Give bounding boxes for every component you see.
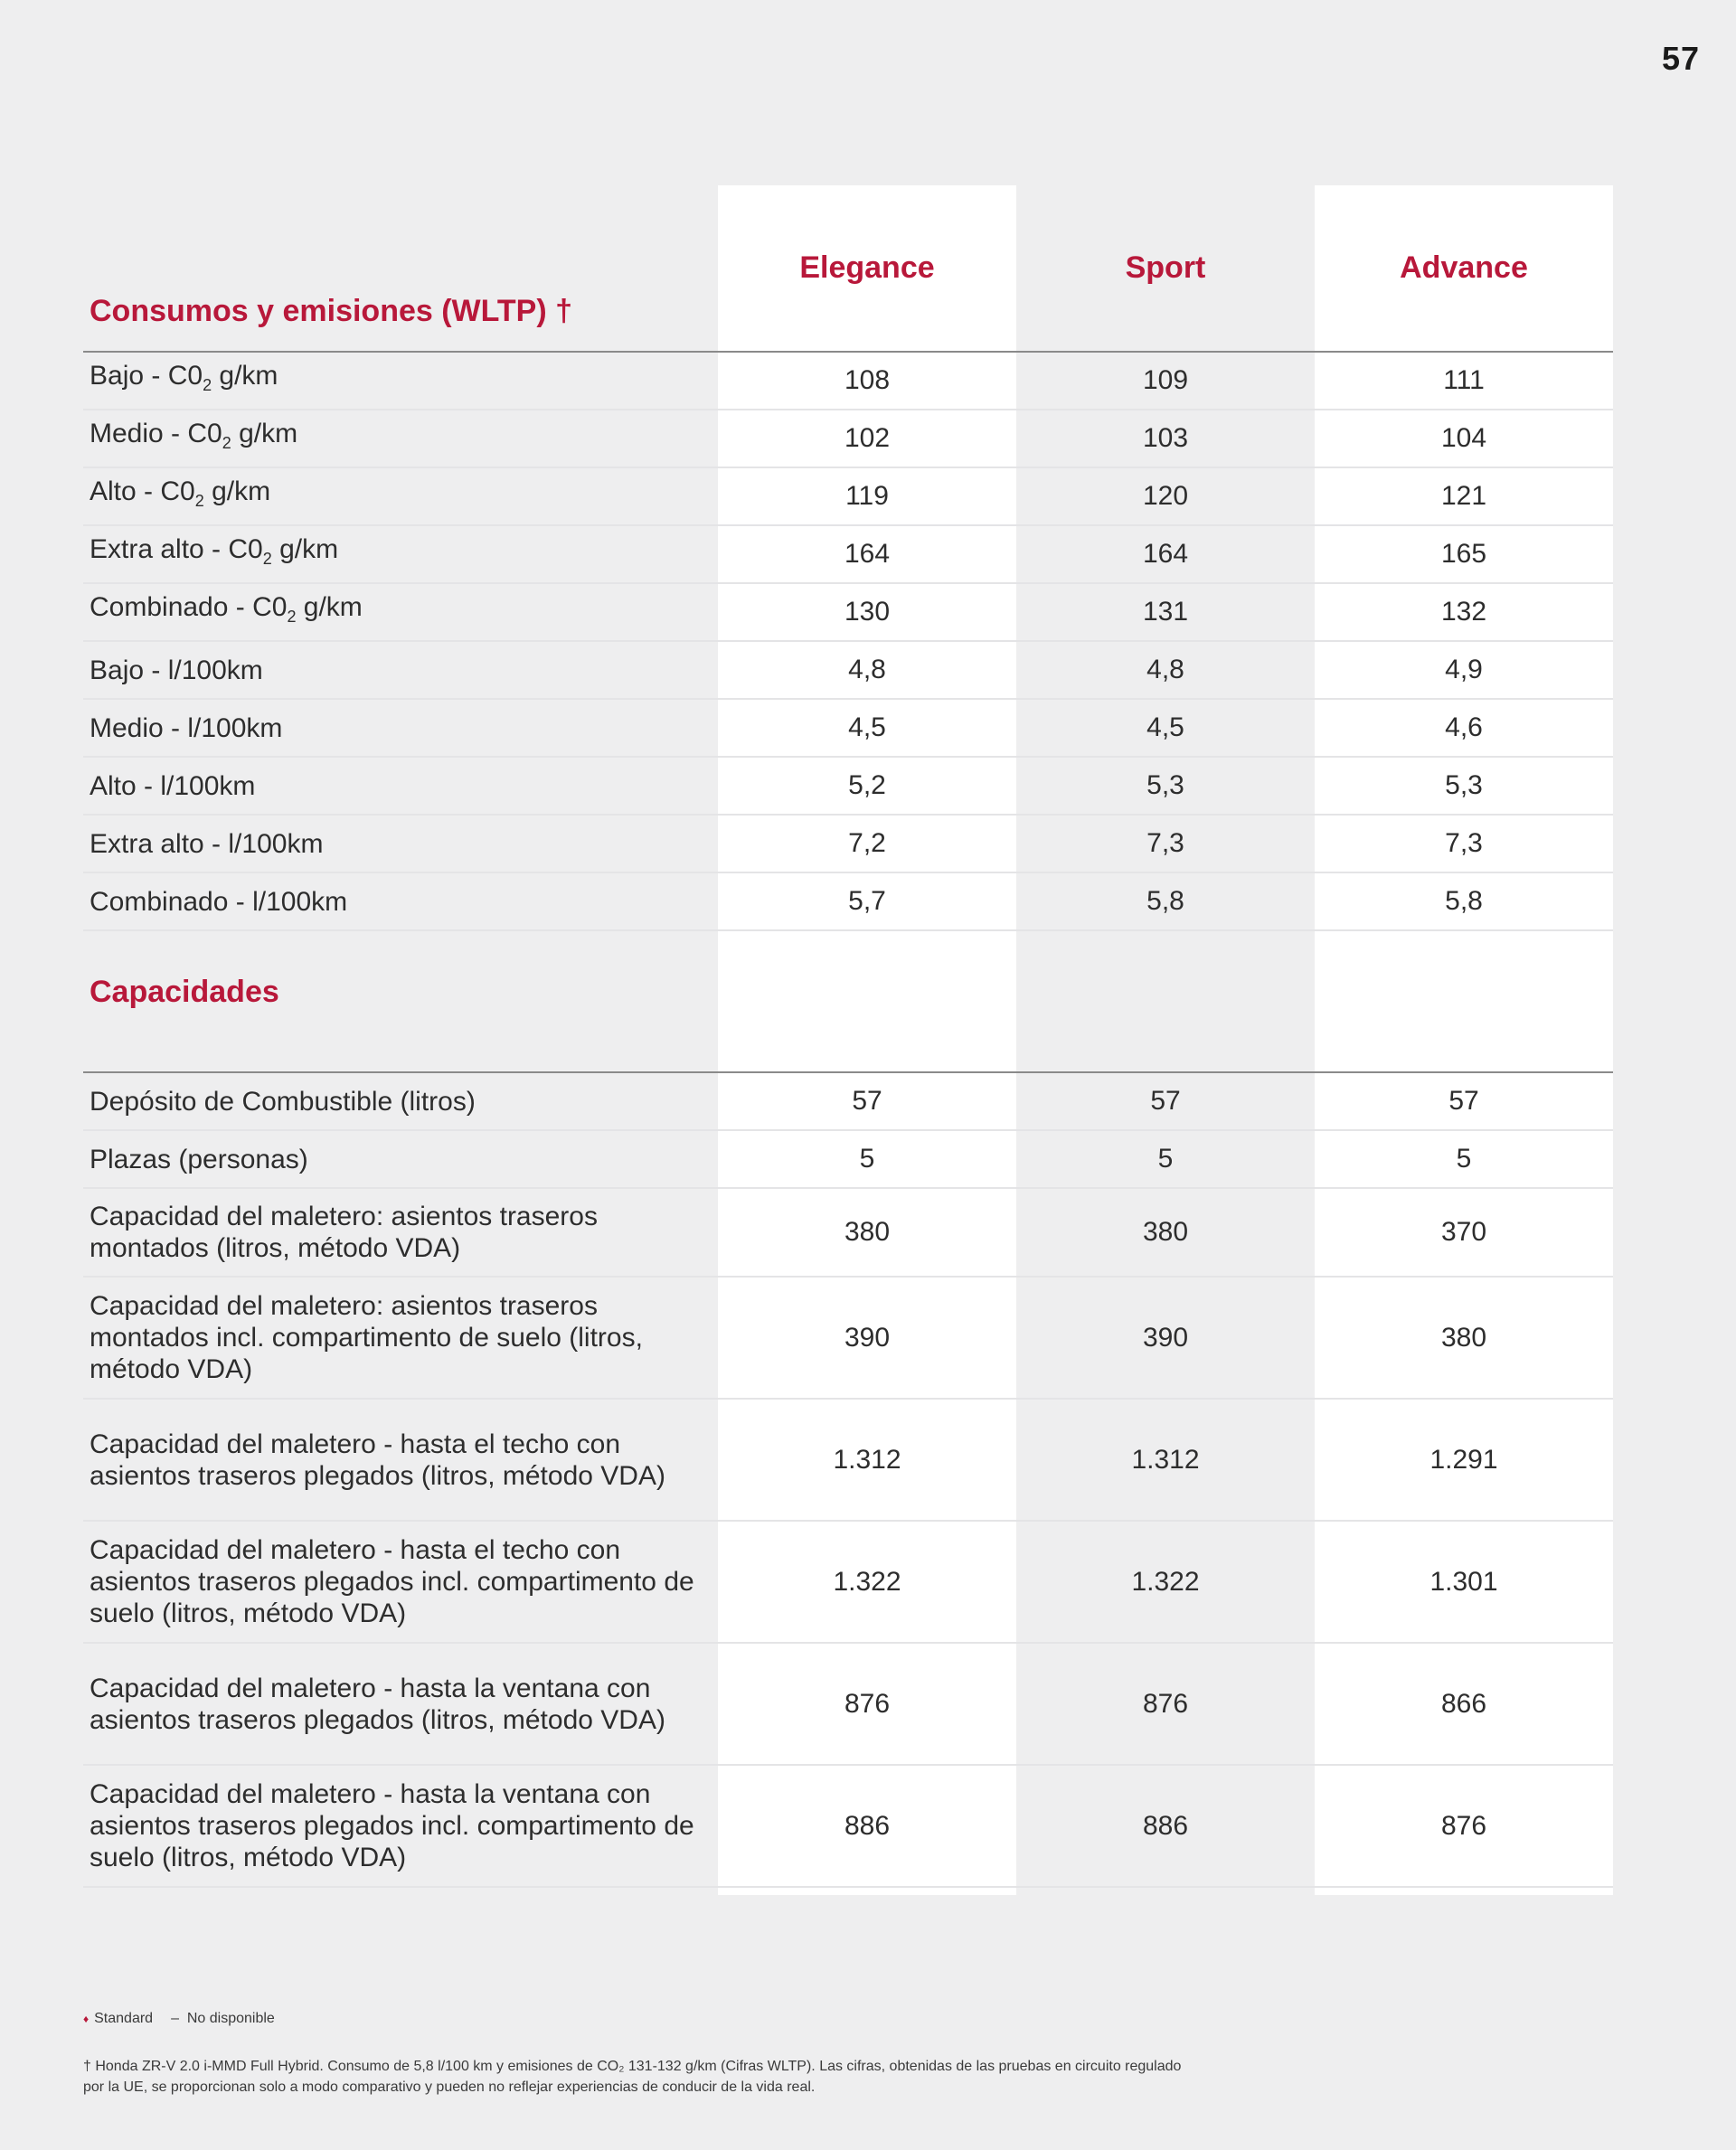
legend — [83, 2011, 275, 2027]
value-advance: 1.301 — [1429, 1566, 1498, 1597]
value-elegance: 102 — [844, 423, 891, 453]
value-elegance: 5,2 — [848, 770, 886, 800]
value-sport: 1.322 — [1131, 1566, 1200, 1597]
legend-not-available: – No disponible — [171, 2011, 275, 2026]
value-advance: 1.291 — [1429, 1444, 1498, 1475]
value-sport: 380 — [1142, 1217, 1189, 1247]
table-row — [83, 1522, 1613, 1644]
value-elegance: 886 — [844, 1810, 891, 1841]
value-elegance: 380 — [844, 1217, 891, 1247]
table-row — [83, 700, 1613, 758]
table-header — [83, 185, 1613, 351]
table-row — [83, 1073, 1613, 1131]
trim-header-advance: Advance — [1400, 250, 1528, 285]
row-label: Alto - $C0_2$ g/km — [90, 476, 271, 510]
capacities-rows — [83, 1073, 1613, 1888]
value-sport: 57 — [1150, 1086, 1181, 1116]
value-sport: 164 — [1142, 539, 1189, 569]
table-row — [83, 526, 1613, 584]
table-row — [83, 1644, 1613, 1766]
value-elegance: 7,2 — [848, 828, 886, 858]
value-sport: 4,8 — [1146, 655, 1184, 684]
value-sport: 876 — [1142, 1688, 1189, 1719]
table-row — [83, 1278, 1613, 1400]
value-advance: 132 — [1440, 597, 1487, 627]
value-advance: 7,3 — [1445, 828, 1483, 858]
row-label: Capacidad del maletero - hasta la ventana con asientos traseros plegados incl. compartimento de suelo (litros, método VDA) — [90, 1779, 694, 1872]
value-advance: 5 — [1456, 1144, 1472, 1174]
table-row — [83, 1131, 1613, 1189]
value-sport: 7,3 — [1146, 828, 1184, 858]
table-row — [83, 353, 1613, 410]
row-label: Capacidad del maletero - hasta el techo con asientos traseros plegados incl. compartimento de suelo (litros, método VDA) — [90, 1535, 694, 1628]
section-title-emissions: Consumos y emisiones (WLTP) † — [90, 294, 573, 328]
table-row — [83, 584, 1613, 642]
row-label: Depósito de Combustible (litros) — [90, 1086, 476, 1117]
value-sport: 5,8 — [1146, 886, 1184, 916]
value-advance: 4,9 — [1445, 655, 1483, 684]
value-elegance: 130 — [844, 597, 891, 627]
value-sport: 131 — [1142, 597, 1189, 627]
table-row — [83, 1189, 1613, 1278]
value-sport: 103 — [1142, 423, 1189, 453]
value-elegance: 390 — [844, 1322, 891, 1353]
row-label: Capacidad del maletero: asientos traseros montados (litros, método VDA) — [90, 1202, 598, 1263]
row-label: Combinado - $C0_2$ g/km — [90, 592, 363, 626]
row-label: Capacidad del maletero - hasta el techo con asientos traseros plegados (litros, método VDA) — [90, 1429, 665, 1491]
value-elegance: 5,7 — [848, 886, 886, 916]
row-label: Capacidad del maletero: asientos traseros montados incl. compartimento de suelo (litros, método VDA) — [90, 1291, 643, 1384]
value-sport: 109 — [1142, 365, 1189, 395]
value-advance: 111 — [1443, 365, 1485, 395]
row-label: Bajo - $C0_2$ g/km — [90, 361, 278, 394]
trim-header-elegance: Elegance — [799, 250, 935, 285]
emissions-rows — [83, 353, 1613, 931]
row-label: Medio - l/100km — [90, 712, 283, 743]
row-label: Extra alto - $C0_2$ g/km — [90, 534, 339, 568]
row-label: Medio - $C0_2$ g/km — [90, 419, 298, 452]
value-elegance: 1.322 — [833, 1566, 901, 1597]
value-sport: 5,3 — [1146, 770, 1184, 800]
capacities-header — [83, 931, 1613, 1071]
value-elegance: 5 — [859, 1144, 875, 1174]
value-elegance: 4,8 — [848, 655, 886, 684]
value-sport: 886 — [1142, 1810, 1189, 1841]
row-label: Bajo - l/100km — [90, 655, 263, 685]
page-number: 57 — [1661, 40, 1700, 77]
legend-standard: ♦ Standard — [83, 2011, 154, 2026]
table-row — [83, 468, 1613, 526]
value-advance: 121 — [1440, 481, 1487, 511]
value-elegance: 4,5 — [848, 712, 886, 742]
row-label: Combinado - l/100km — [90, 886, 348, 917]
value-sport: 5 — [1157, 1144, 1174, 1174]
value-sport: 120 — [1142, 481, 1189, 511]
value-elegance: 108 — [844, 365, 891, 395]
value-advance: 5,8 — [1445, 886, 1483, 916]
value-advance: 876 — [1440, 1810, 1487, 1841]
table-row — [83, 873, 1613, 931]
table-row — [83, 410, 1613, 468]
value-elegance: 119 — [845, 481, 889, 511]
value-advance: 370 — [1440, 1217, 1487, 1247]
row-label: Plazas (personas) — [90, 1144, 308, 1174]
table-row — [83, 1766, 1613, 1888]
value-sport: 1.312 — [1131, 1444, 1200, 1475]
footnote: † Honda ZR-V 2.0 i-MMD Full Hybrid. Consumo de 5,8 l/100 km y emisiones de CO₂ 131-132 g/km (Cifras WLTP). Las cifras, obtenidas de las pruebas en circuito regulado por la UE, se proporcionan solo a modo comparativo y pueden no reflejar experiencias de conducir de la vida real. — [83, 2059, 1182, 2095]
value-advance: 866 — [1440, 1688, 1487, 1719]
value-advance: 165 — [1440, 539, 1487, 569]
section-title-capacities: Capacidades — [90, 975, 279, 1009]
table-row — [83, 1400, 1613, 1522]
value-advance: 5,3 — [1445, 770, 1483, 800]
dash-icon: – — [171, 2011, 179, 2026]
spec-table — [83, 185, 1613, 1888]
value-elegance: 57 — [852, 1086, 882, 1116]
table-row — [83, 642, 1613, 700]
value-elegance: 164 — [844, 539, 891, 569]
value-advance: 4,6 — [1445, 712, 1483, 742]
value-elegance: 876 — [844, 1688, 891, 1719]
value-elegance: 1.312 — [833, 1444, 901, 1475]
value-advance: 104 — [1440, 423, 1487, 453]
diamond-icon: ♦ — [83, 2013, 90, 2025]
value-sport: 4,5 — [1146, 712, 1184, 742]
table-row — [83, 816, 1613, 873]
value-sport: 390 — [1142, 1322, 1189, 1353]
value-advance: 57 — [1448, 1086, 1479, 1116]
row-label: Extra alto - l/100km — [90, 828, 324, 859]
row-label: Capacidad del maletero - hasta la ventana con asientos traseros plegados (litros, método VDA) — [90, 1673, 665, 1735]
table-row — [83, 758, 1613, 816]
trim-header-sport: Sport — [1125, 250, 1206, 285]
row-label: Alto - l/100km — [90, 770, 256, 801]
value-advance: 380 — [1440, 1322, 1487, 1353]
